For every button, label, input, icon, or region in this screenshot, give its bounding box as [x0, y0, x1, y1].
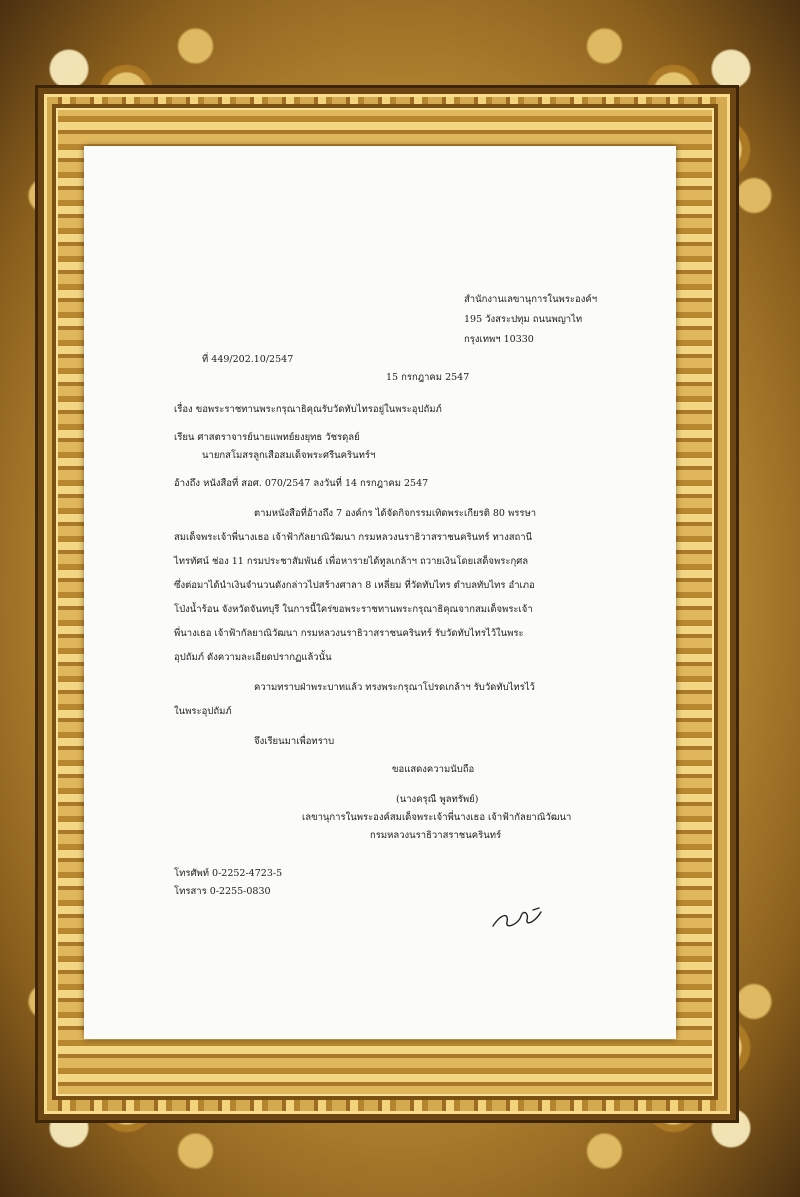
- signer-title-line2: กรมหลวงนราธิวาสราชนครินทร์: [370, 830, 502, 841]
- phone-number: โทรศัพท์ 0-2252-4723-5: [174, 868, 283, 879]
- sender-address-line1: 195 วังสระปทุม ถนนพญาไท: [464, 314, 583, 325]
- handwritten-signature: [489, 906, 549, 932]
- body-para1-line: ตามหนังสือที่อ้างถึง 7 องค์กร ได้จัดกิจกรรมเทิดพระเกียรติ 80 พรรษา: [254, 508, 537, 519]
- signer-name: (นางครุณี พูลทรัพย์): [396, 794, 479, 805]
- body-para2-line: ในพระอุปถัมภ์: [174, 706, 232, 717]
- reference-line: อ้างถึง หนังสือที่ สอศ. 070/2547 ลงวันที่ 14 กรกฎาคม 2547: [174, 478, 429, 489]
- valediction: ขอแสดงความนับถือ: [392, 764, 475, 775]
- sender-address-line2: กรุงเทพฯ 10330: [464, 334, 534, 345]
- closing-line: จึงเรียนมาเพื่อทราบ: [254, 736, 335, 747]
- body-para1-line: สมเด็จพระเจ้าพี่นางเธอ เจ้าฟ้ากัลยาณิวัฒนา กรมหลวงนราธิวาสราชนครินทร์ ทางสถานี: [174, 532, 533, 543]
- fax-number: โทรสาร 0-2255-0830: [174, 886, 271, 897]
- recipient-line2: นายกสโมสรลูกเสือสมเด็จพระศรีนครินทร์ฯ: [202, 450, 376, 461]
- signer-title-line1: เลขานุการในพระองค์สมเด็จพระเจ้าพี่นางเธอ เจ้าฟ้ากัลยาณิวัฒนา: [302, 812, 572, 823]
- body-para1-line: ไทรทัศน์ ช่อง 11 กรมประชาสัมพันธ์ เพื่อหารายได้ทูลเกล้าฯ ถวายเงินโดยเสด็จพระกุศล: [174, 556, 529, 567]
- letter-date: 15 กรกฎาคม 2547: [386, 372, 470, 383]
- body-para1-line: อุปถัมภ์ ดังความละเอียดปรากฏแล้วนั้น: [174, 652, 332, 663]
- recipient-line1: เรียน ศาสตราจารย์นายแพทย์ยงยุทธ วัชรดุลย์: [174, 432, 360, 443]
- body-para1-line: ซึ่งต่อมาได้นำเงินจำนวนดังกล่าวไปสร้างศาลา 8 เหลี่ยม ที่วัดทับไทร ตำบลทับไทร อำเภอ: [174, 580, 535, 591]
- reference-number: ที่ 449/202.10/2547: [202, 354, 294, 365]
- body-para1-line: โป่งน้ำร้อน จังหวัดจันทบุรี ในการนี้ใคร่ขอพระราชทานพระกรุณาธิคุณจากสมเด็จพระเจ้า: [174, 604, 533, 615]
- subject-line: เรื่อง ขอพระราชทานพระกรุณาธิคุณรับวัดทับไทรอยู่ในพระอุปถัมภ์: [174, 404, 442, 415]
- body-para2-line: ความทราบฝ่าพระบาทแล้ว ทรงพระกรุณาโปรดเกล้าฯ รับวัดทับไทรไว้: [254, 682, 535, 693]
- letter-document: [84, 146, 676, 1039]
- sender-office: สำนักงานเลขานุการในพระองค์ฯ: [464, 294, 598, 305]
- body-para1-line: พี่นางเธอ เจ้าฟ้ากัลยาณิวัฒนา กรมหลวงนราธิวาสราชนครินทร์ รับวัดทับไทรไว้ในพระ: [174, 628, 524, 639]
